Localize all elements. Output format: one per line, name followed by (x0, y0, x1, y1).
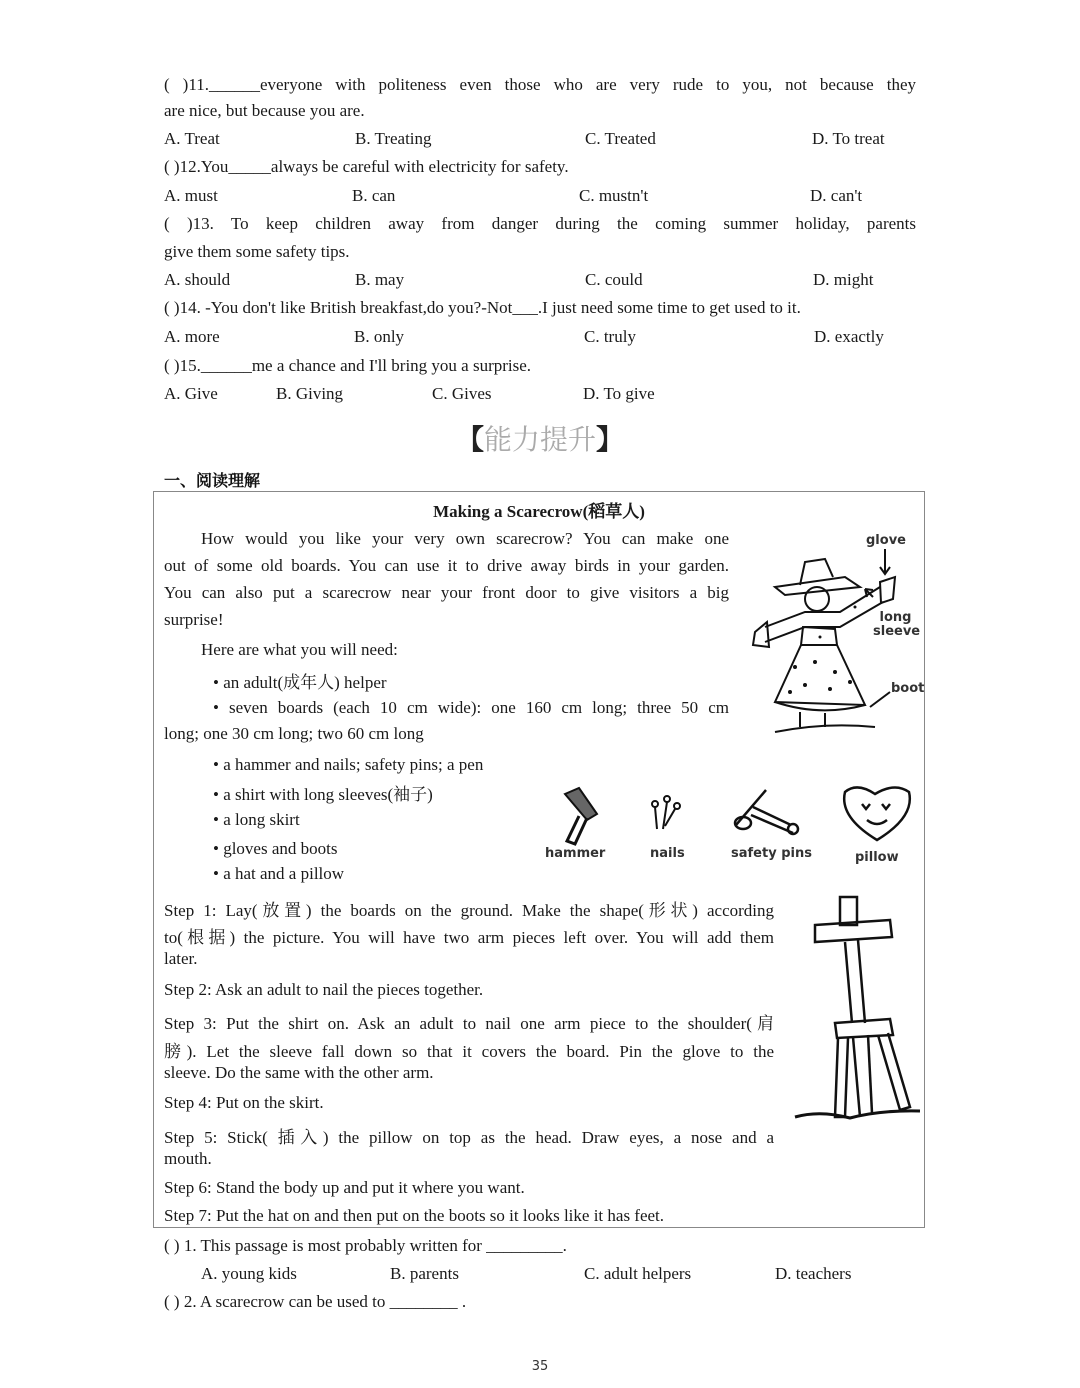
label-nails: nails (650, 846, 685, 861)
option-c: C. could (585, 270, 643, 289)
intro-line: You can also put a scarecrow near your front door to give visitors a big (164, 583, 729, 602)
option-b: B. Treating (355, 129, 432, 148)
option-a: A. young kids (201, 1264, 297, 1283)
board-frame-illustration (790, 885, 925, 1125)
question-stem: ( ) 2. A scarecrow can be used to ________ . (164, 1292, 467, 1311)
label-hammer: hammer (545, 846, 606, 861)
label-pillow: pillow (855, 850, 899, 865)
step-line: Step 7: Put the hat on and then put on the boots so it looks like it has feet. (164, 1206, 665, 1225)
need-heading: Here are what you will need: (201, 640, 398, 659)
option-a: A. must (164, 186, 218, 205)
bracket-right: 】 (596, 423, 625, 456)
board-frame-icon (790, 885, 925, 1125)
need-item: • a hammer and nails; safety pins; a pen (213, 755, 484, 774)
page-number: 35 (531, 1359, 549, 1374)
label-glove: glove (866, 533, 906, 548)
subsection-heading: 一、阅读理解 (164, 471, 261, 490)
step-line: Step 1: Lay(放置) the boards on the ground. Make the shape(形状) according (164, 901, 774, 920)
option-b: B. parents (390, 1264, 459, 1283)
question-stem: ( )12.You_____always be careful with electricity for safety. (164, 157, 569, 176)
question-stem: ( )15.______me a chance and I'll bring you a surprise. (164, 356, 532, 375)
label-long-sleeve: long sleeve (873, 610, 921, 639)
question-stem: ( ) 1. This passage is most probably written for _________. (164, 1236, 567, 1255)
intro-line: How would you like your very own scarecrow? You can make one (201, 529, 729, 548)
option-c: C. Gives (432, 384, 492, 403)
question-stem: ( )11.______everyone with politeness even those who are very rude to you, not because they (164, 75, 916, 94)
step-line: sleeve. Do the same with the other arm. (164, 1063, 434, 1082)
option-c: C. truly (584, 327, 636, 346)
step-line: Step 3: Put the shirt on. Ask an adult to nail one arm piece to the shoulder(肩 (164, 1014, 774, 1033)
step-line: Step 6: Stand the body up and put it where you want. (164, 1178, 525, 1197)
option-d: D. can't (810, 186, 863, 205)
hammer-icon (557, 786, 607, 846)
tools-illustration (535, 780, 925, 880)
option-d: D. To give (583, 384, 655, 403)
question-stem-cont: give them some safety tips. (164, 242, 350, 261)
nails-icon (645, 794, 685, 839)
need-item: • a shirt with long sleeves(袖子) (213, 785, 433, 804)
need-item-cont: long; one 30 cm long; two 60 cm long (164, 724, 424, 743)
option-c: C. adult helpers (584, 1264, 692, 1283)
step-line: to(根据) the picture. You will have two arm pieces left over. You will add them (164, 928, 774, 947)
option-b: B. can (352, 186, 396, 205)
step-line: Step 5: Stick( 插入) the pillow on top as the head. Draw eyes, a nose and a (164, 1128, 774, 1147)
safety-pins-icon (731, 785, 801, 840)
question-stem: ( )13. To keep children away from danger during the coming summer holiday, parents (164, 214, 916, 233)
option-a: A. Treat (164, 129, 220, 148)
option-a: A. should (164, 270, 231, 289)
bracket-left: 【 (455, 423, 484, 456)
section-title: 能力提升 (483, 423, 596, 456)
need-item: • seven boards (each 10 cm wide): one 160 cm long; three 50 cm (213, 698, 729, 717)
scarecrow-illustration (745, 527, 925, 745)
option-d: D. teachers (775, 1264, 852, 1283)
step-line: mouth. (164, 1149, 212, 1168)
step-line: Step 2: Ask an adult to nail the pieces together. (164, 980, 484, 999)
section-heading (0, 418, 1080, 458)
need-item: • a hat and a pillow (213, 864, 345, 883)
step-line: 膀). Let the sleeve fall down so that it covers the board. Pin the glove to the (164, 1042, 774, 1061)
option-d: D. To treat (812, 129, 885, 148)
passage-title: Making a Scarecrow(稻草人) (433, 502, 645, 521)
option-d: D. might (813, 270, 874, 289)
question-stem: ( )14. -You don't like British breakfast,do you?-Not___.I just need some time to get used to it. (164, 298, 801, 317)
option-c: C. mustn't (579, 186, 649, 205)
option-d: D. exactly (814, 327, 884, 346)
option-b: B. may (355, 270, 405, 289)
step-line: Step 4: Put on the skirt. (164, 1093, 324, 1112)
intro-line: surprise! (164, 610, 224, 629)
option-b: B. only (354, 327, 405, 346)
pillow-icon (837, 782, 917, 842)
label-safety-pins: safety pins (731, 846, 812, 861)
option-a: A. Give (164, 384, 218, 403)
need-item: • gloves and boots (213, 839, 338, 858)
question-stem-cont: are nice, but because you are. (164, 101, 365, 120)
option-a: A. more (164, 327, 220, 346)
option-c: C. Treated (585, 129, 656, 148)
need-item: • a long skirt (213, 810, 300, 829)
step-line: later. (164, 949, 198, 968)
intro-line: out of some old boards. You can use it to drive away birds in your garden. (164, 556, 729, 575)
label-boot: boot (891, 681, 925, 696)
option-b: B. Giving (276, 384, 344, 403)
need-item: • an adult(成年人) helper (213, 673, 387, 692)
